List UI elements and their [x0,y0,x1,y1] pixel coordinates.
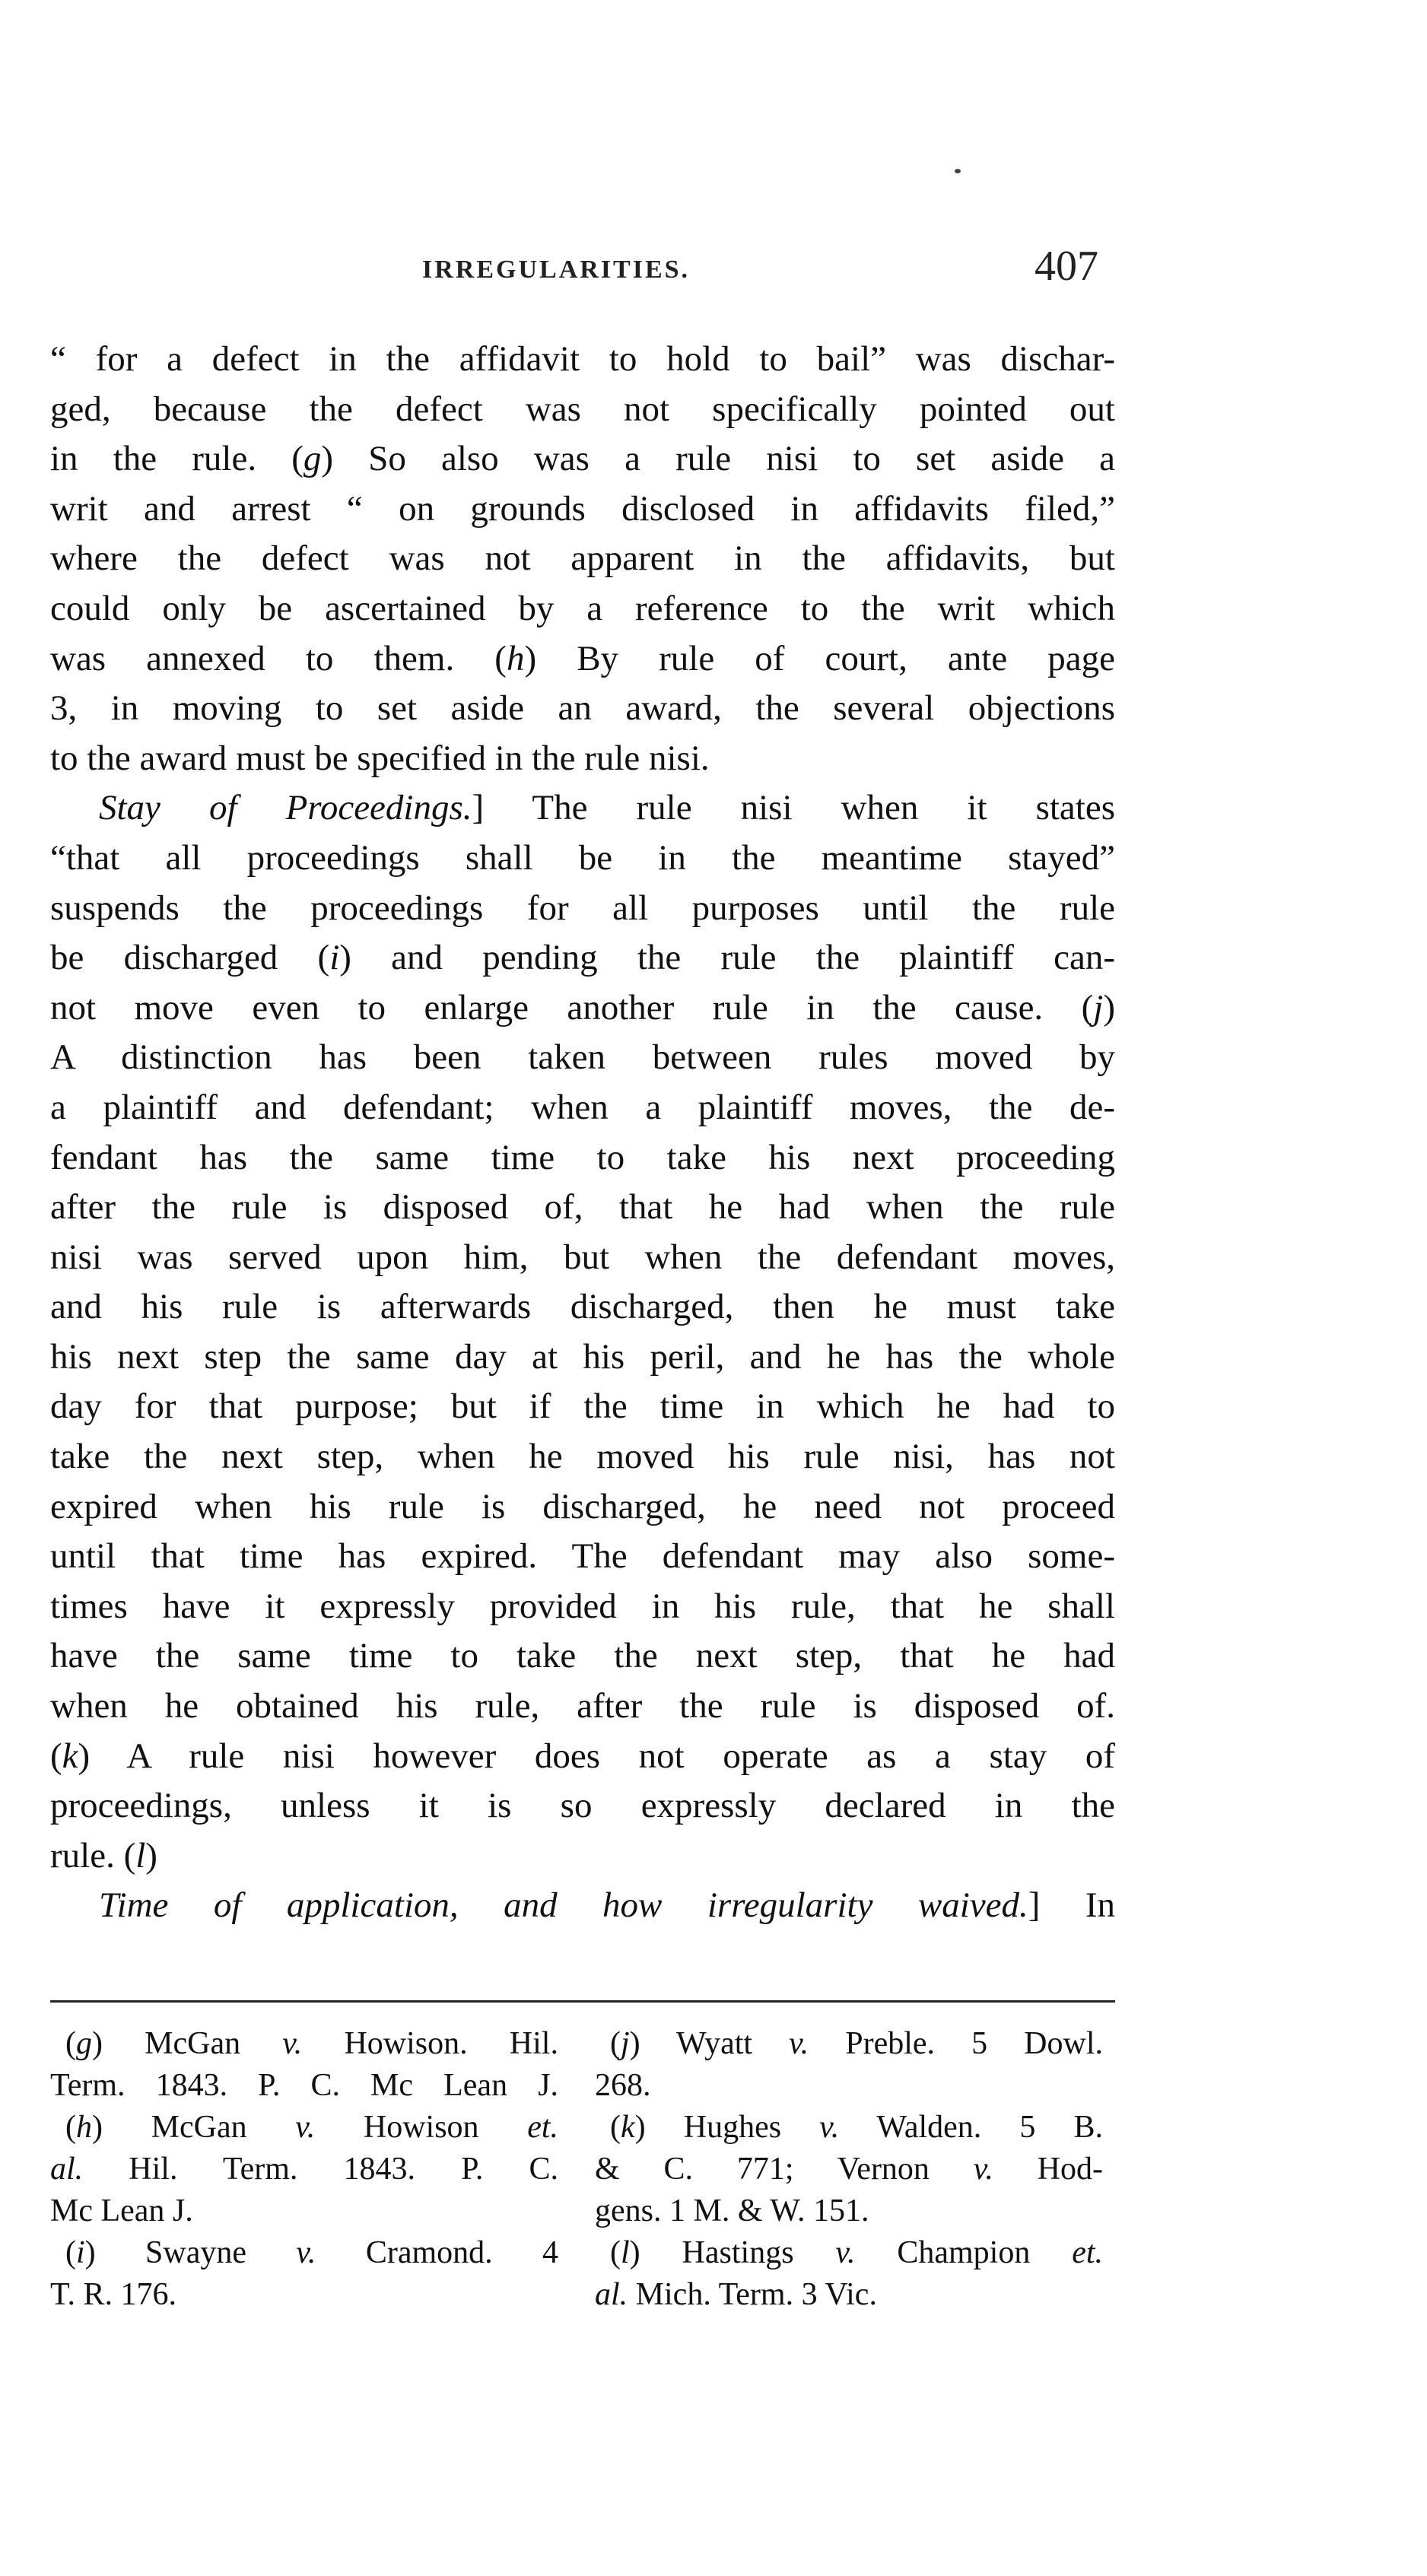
footnote-line: & C. 771; Vernon v. Hod- [595,2152,1103,2187]
footnote-line: gens. 1 M. & W. 151. [595,2193,869,2228]
text-line: writ and arrest “ on grounds disclosed in affidavits filed,” [50,488,1115,529]
footnote-line: 268. [595,2068,651,2103]
footnote-line: (g) McGan v. Howison. Hil. [65,2026,558,2061]
text-line: proceedings, unless it is so expressly declared in the [50,1786,1115,1826]
text-line: A distinction has been taken between rules moved by [50,1037,1115,1078]
footnote-line: (l) Hastings v. Champion et. [610,2235,1104,2270]
text-line: suspends the proceedings for all purposes until the rule [50,888,1115,928]
text-line: until that time has expired. The defendant may also some- [50,1536,1115,1577]
section-heading: Stay of Proceedings. [99,788,472,828]
section-heading-line: Time of application, and how irregularity waived.] In [99,1885,1115,1926]
text-line: a plaintiff and defendant; when a plaintiff moves, the de- [50,1087,1115,1127]
footnote-line: (k) Hughes v. Walden. 5 B. [610,2110,1103,2145]
footnote-line: al. Hil. Term. 1843. P. C. [50,2152,558,2187]
text-line: in the rule. (g) So also was a rule nisi to set aside a [50,439,1115,479]
footnote-divider [50,2000,1115,2003]
text-line: and his rule is afterwards discharged, then he must take [50,1287,1115,1327]
text-line: where the defect was not apparent in the affidavits, but [50,538,1115,579]
running-title: IRREGULARITIES. [422,256,691,284]
section-heading-line: Stay of Proceedings.] The rule nisi when it states [99,788,1115,828]
footnote-line: T. R. 176. [50,2277,177,2312]
text-line: be discharged (i) and pending the rule the plaintiff can- [50,938,1115,978]
text-line: “that all proceedings shall be in the meantime stayed” [50,837,1115,878]
footnote-line: al. Mich. Term. 3 Vic. [595,2277,877,2312]
text-line: ged, because the defect was not specifically pointed out [50,389,1115,429]
body-text [50,335,1115,1931]
footnote-line: Term. 1843. P. C. Mc Lean J. [50,2068,558,2103]
text-line: times have it expressly provided in his rule, that he shall [50,1586,1115,1626]
text-line: to the award must be specified in the rule nisi. [50,738,710,778]
text-line: his next step the same day at his peril, and he has the whole [50,1336,1115,1377]
footnote-line: (h) McGan v. Howison et. [65,2110,558,2145]
text-line: have the same time to take the next step, that he had [50,1636,1115,1676]
text-line: when he obtained his rule, after the rule is disposed of. [50,1686,1115,1726]
footnotes-left-column [50,2023,558,2316]
text-line: 3, in moving to set aside an award, the several objections [50,688,1115,729]
text-line: expired when his rule is discharged, he need not proceed [50,1486,1115,1526]
footnote-line: (i) Swayne v. Cramond. 4 [65,2235,558,2270]
footnote-line: Mc Lean J. [50,2193,193,2228]
text-line: take the next step, when he moved his rule nisi, has not [50,1437,1115,1477]
text-line: not move even to enlarge another rule in the cause. (j) [50,987,1115,1028]
page-header [0,242,1427,303]
text-line: day for that purpose; but if the time in which he had to [50,1386,1115,1427]
page-number: 407 [1034,243,1098,290]
text-line: nisi was served upon him, but when the defendant moves, [50,1237,1115,1277]
text-line: was annexed to them. (h) By rule of court, ante page [50,638,1115,678]
text-line: fendant has the same time to take his next proceeding [50,1137,1115,1177]
text-line: after the rule is disposed of, that he had when the rule [50,1187,1115,1228]
footnotes-right-column [595,2023,1103,2316]
text-line: (k) A rule nisi however does not operate as a stay of [50,1736,1115,1776]
text-line: rule. (l) [50,1835,157,1876]
ink-speck [955,169,961,173]
text-line: could only be ascertained by a reference to the writ which [50,588,1115,628]
text-line: “ for a defect in the affidavit to hold to bail” was dischar- [50,339,1115,379]
footnote-line: (j) Wyatt v. Preble. 5 Dowl. [610,2026,1103,2061]
section-heading: Time of application, and how irregularity waived. [99,1885,1028,1926]
